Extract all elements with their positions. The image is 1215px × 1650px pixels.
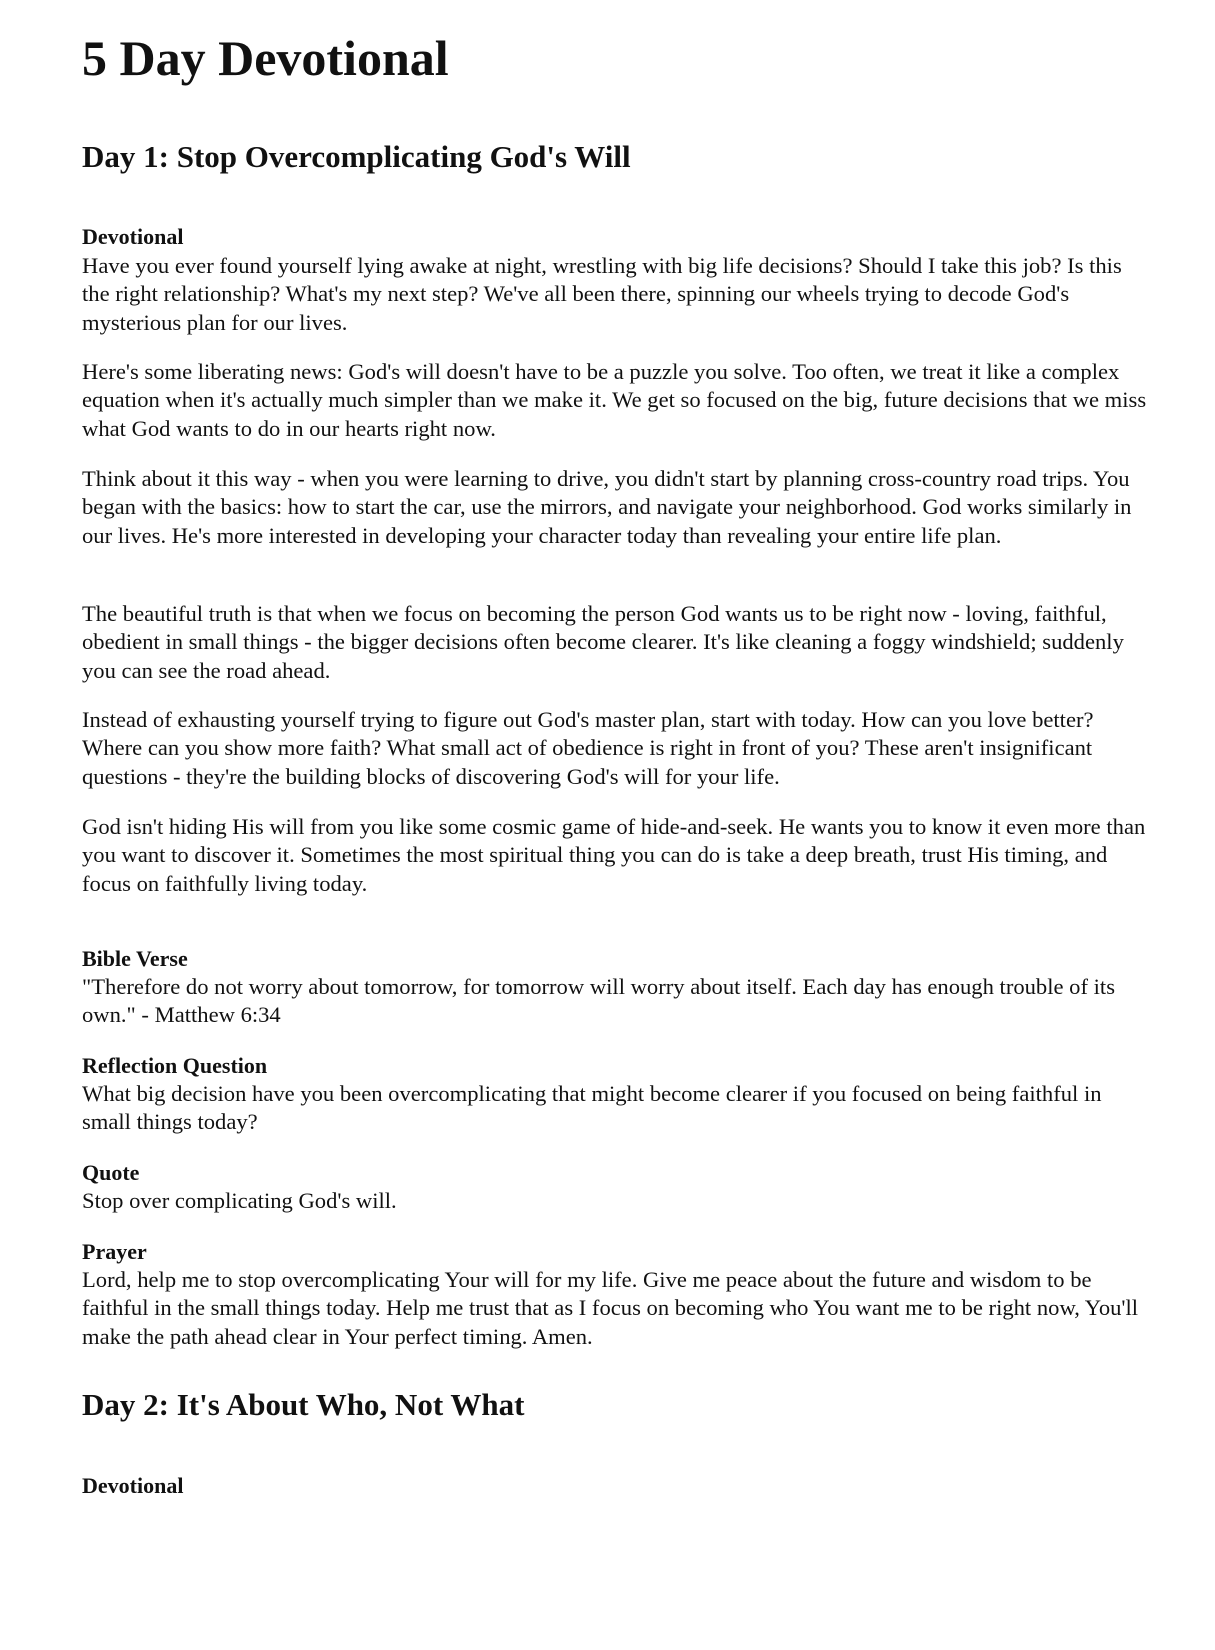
- day-1-prayer: Lord, help me to stop overcomplicating Your will for my life. Give me peace about the future and wisdom to be faithful in the small things today. Help me trust that as I focus on becoming who You want me to be right now, You'll make the path ahead clear in Your perfect timing. Amen.: [82, 1267, 1139, 1349]
- day-2-devotional-label: Devotional: [82, 1473, 184, 1498]
- document-title: 5 Day Devotional: [82, 30, 449, 86]
- day-1-heading: Day 1: Stop Overcomplicating God's Will: [82, 139, 631, 174]
- day-1-paragraph-2: Here's some liberating news: God's will doesn't have to be a puzzle you solve. Too often, we treat it like a complex equation when it's actually much simpler than we make it. We get so focused on the big, future decisions that we miss what God wants to do in our hearts right now.: [82, 359, 1147, 441]
- day-1-paragraph-5: Instead of exhausting yourself trying to figure out God's master plan, start with today. How can you love better? Where can you show more faith? What small act of obedience is right in front of you? These aren't insignificant questions - they're the building blocks of discovering God's will for your life.: [82, 707, 1094, 789]
- day-1-paragraph-1: Have you ever found yourself lying awake at night, wrestling with big life decisions? Should I take this job? Is this the right relationship? What's my next step? We've all been there, spinning our wheels trying to decode God's mysterious plan for our lives.: [82, 253, 1122, 335]
- day-1-devotional-label: Devotional: [82, 224, 184, 249]
- day-1-quote: Stop over complicating God's will.: [82, 1188, 397, 1213]
- day-1-paragraph-4: The beautiful truth is that when we focus on becoming the person God wants us to be right now - loving, faithful, obedient in small things - the bigger decisions often become clearer. It's like cleaning a foggy windshield; suddenly you can see the road ahead.: [82, 601, 1124, 683]
- day-1-paragraph-6: God isn't hiding His will from you like some cosmic game of hide-and-seek. He wants you to know it even more than you want to discover it. Sometimes the most spiritual thing you can do is take a deep breath, trust His timing, and focus on faithfully living today.: [82, 814, 1146, 896]
- day-1-reflection-label: Reflection Question: [82, 1053, 268, 1078]
- day-1-paragraph-3: Think about it this way - when you were learning to drive, you didn't start by planning cross-country road trips. You began with the basics: how to start the car, use the mirrors, and navigate your neighborhood. God works similarly in our lives. He's more interested in developing your character today than revealing your entire life plan.: [82, 466, 1132, 548]
- day-1-prayer-label: Prayer: [82, 1239, 147, 1264]
- day-2-heading: Day 2: It's About Who, Not What: [82, 1387, 525, 1422]
- day-1-reflection-question: What big decision have you been overcomplicating that might become clearer if you focused on being faithful in small things today?: [82, 1081, 1102, 1135]
- day-1-bible-verse: "Therefore do not worry about tomorrow, for tomorrow will worry about itself. Each day has enough trouble of its own." - Matthew 6:34: [82, 974, 1116, 1028]
- day-1-bible-verse-label: Bible Verse: [82, 946, 188, 971]
- day-1-quote-label: Quote: [82, 1160, 140, 1185]
